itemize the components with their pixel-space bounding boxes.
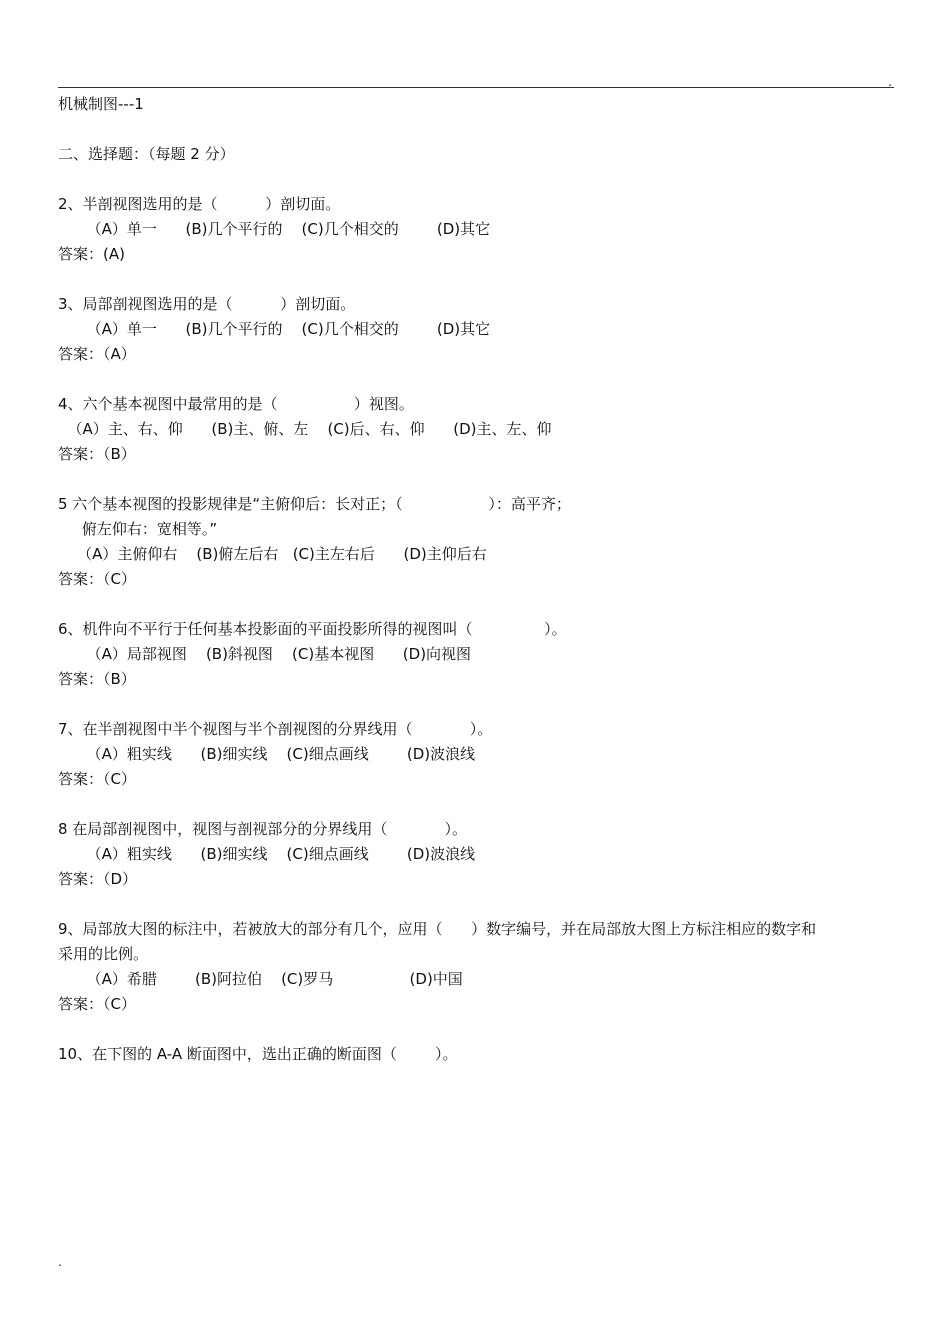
question-answer: 答案：（D） <box>58 870 138 888</box>
question-options: （A）单一 (B)几个平行的 (C)几个相交的 (D)其它 <box>58 220 491 238</box>
question-options: （A）主、右、仰 (B)主、俯、左 (C)后、右、仰 (D)主、左、仰 <box>58 420 552 438</box>
section-heading: 二、选择题：（每题 2 分） <box>58 145 235 163</box>
header-corner-dot: . <box>888 75 892 89</box>
question-options: （A）单一 (B)几个平行的 (C)几个相交的 (D)其它 <box>58 320 491 338</box>
question-2 <box>58 192 894 267</box>
question-answer: 答案：（B） <box>58 670 136 688</box>
question-stem: 4、六个基本视图中最常用的是（ ）视图。 <box>58 395 414 413</box>
question-3 <box>58 292 894 367</box>
question-6 <box>58 617 894 692</box>
question-answer: 答案：（B） <box>58 445 136 463</box>
question-stem: 3、局部剖视图选用的是（ ）剖切面。 <box>58 295 356 313</box>
question-answer: 答案：（C） <box>58 570 136 588</box>
question-options: （A）粗实线 (B)细实线 (C)细点画线 (D)波浪线 <box>58 745 476 763</box>
document-body <box>58 92 894 1067</box>
question-answer: 答案：（A） <box>58 345 136 363</box>
question-8 <box>58 817 894 892</box>
question-answer: 答案：（C） <box>58 995 136 1013</box>
question-options: （A）局部视图 (B)斜视图 (C)基本视图 (D)向视图 <box>58 645 472 663</box>
question-options: （A）希腊 (B)阿拉伯 (C)罗马 (D)中国 <box>58 970 463 988</box>
question-answer: 答案：（C） <box>58 770 136 788</box>
question-options: （A）主俯仰右 (B)俯左后右 (C)主左右后 (D)主仰后右 <box>58 545 487 563</box>
question-stem: 2、半剖视图选用的是（ ）剖切面。 <box>58 195 341 213</box>
question-answer: 答案：(A) <box>58 245 125 263</box>
question-stem-continued: 俯左仰右：宽相等。” <box>58 520 218 538</box>
question-options: （A）粗实线 (B)细实线 (C)细点画线 (D)波浪线 <box>58 845 476 863</box>
question-stem-continued: 采用的比例。 <box>58 945 149 963</box>
question-7 <box>58 717 894 792</box>
question-stem: 8 在局部剖视图中，视图与剖视部分的分界线用（ ）。 <box>58 820 468 838</box>
question-9 <box>58 917 894 1017</box>
header-rule <box>58 87 894 88</box>
question-stem: 6、机件向不平行于任何基本投影面的平面投影所得的视图叫（ ）。 <box>58 620 567 638</box>
question-stem: 5 六个基本视图的投影规律是“主俯仰后：长对正；（ ）：高平齐； <box>58 495 571 513</box>
doc-title: 机械制图---1 <box>58 95 144 113</box>
question-10 <box>58 1042 894 1067</box>
question-stem: 10、在下图的 A-A 断面图中，选出正确的断面图（ ）。 <box>58 1045 458 1063</box>
question-4 <box>58 392 894 467</box>
question-stem: 7、在半剖视图中半个视图与半个剖视图的分界线用（ ）。 <box>58 720 493 738</box>
question-stem: 9、局部放大图的标注中，若被放大的部分有几个，应用（ ）数字编号，并在局部放大图上方标注相应的数字和 <box>58 920 817 938</box>
footer-corner-dot: . <box>58 1255 62 1269</box>
question-5 <box>58 492 894 592</box>
